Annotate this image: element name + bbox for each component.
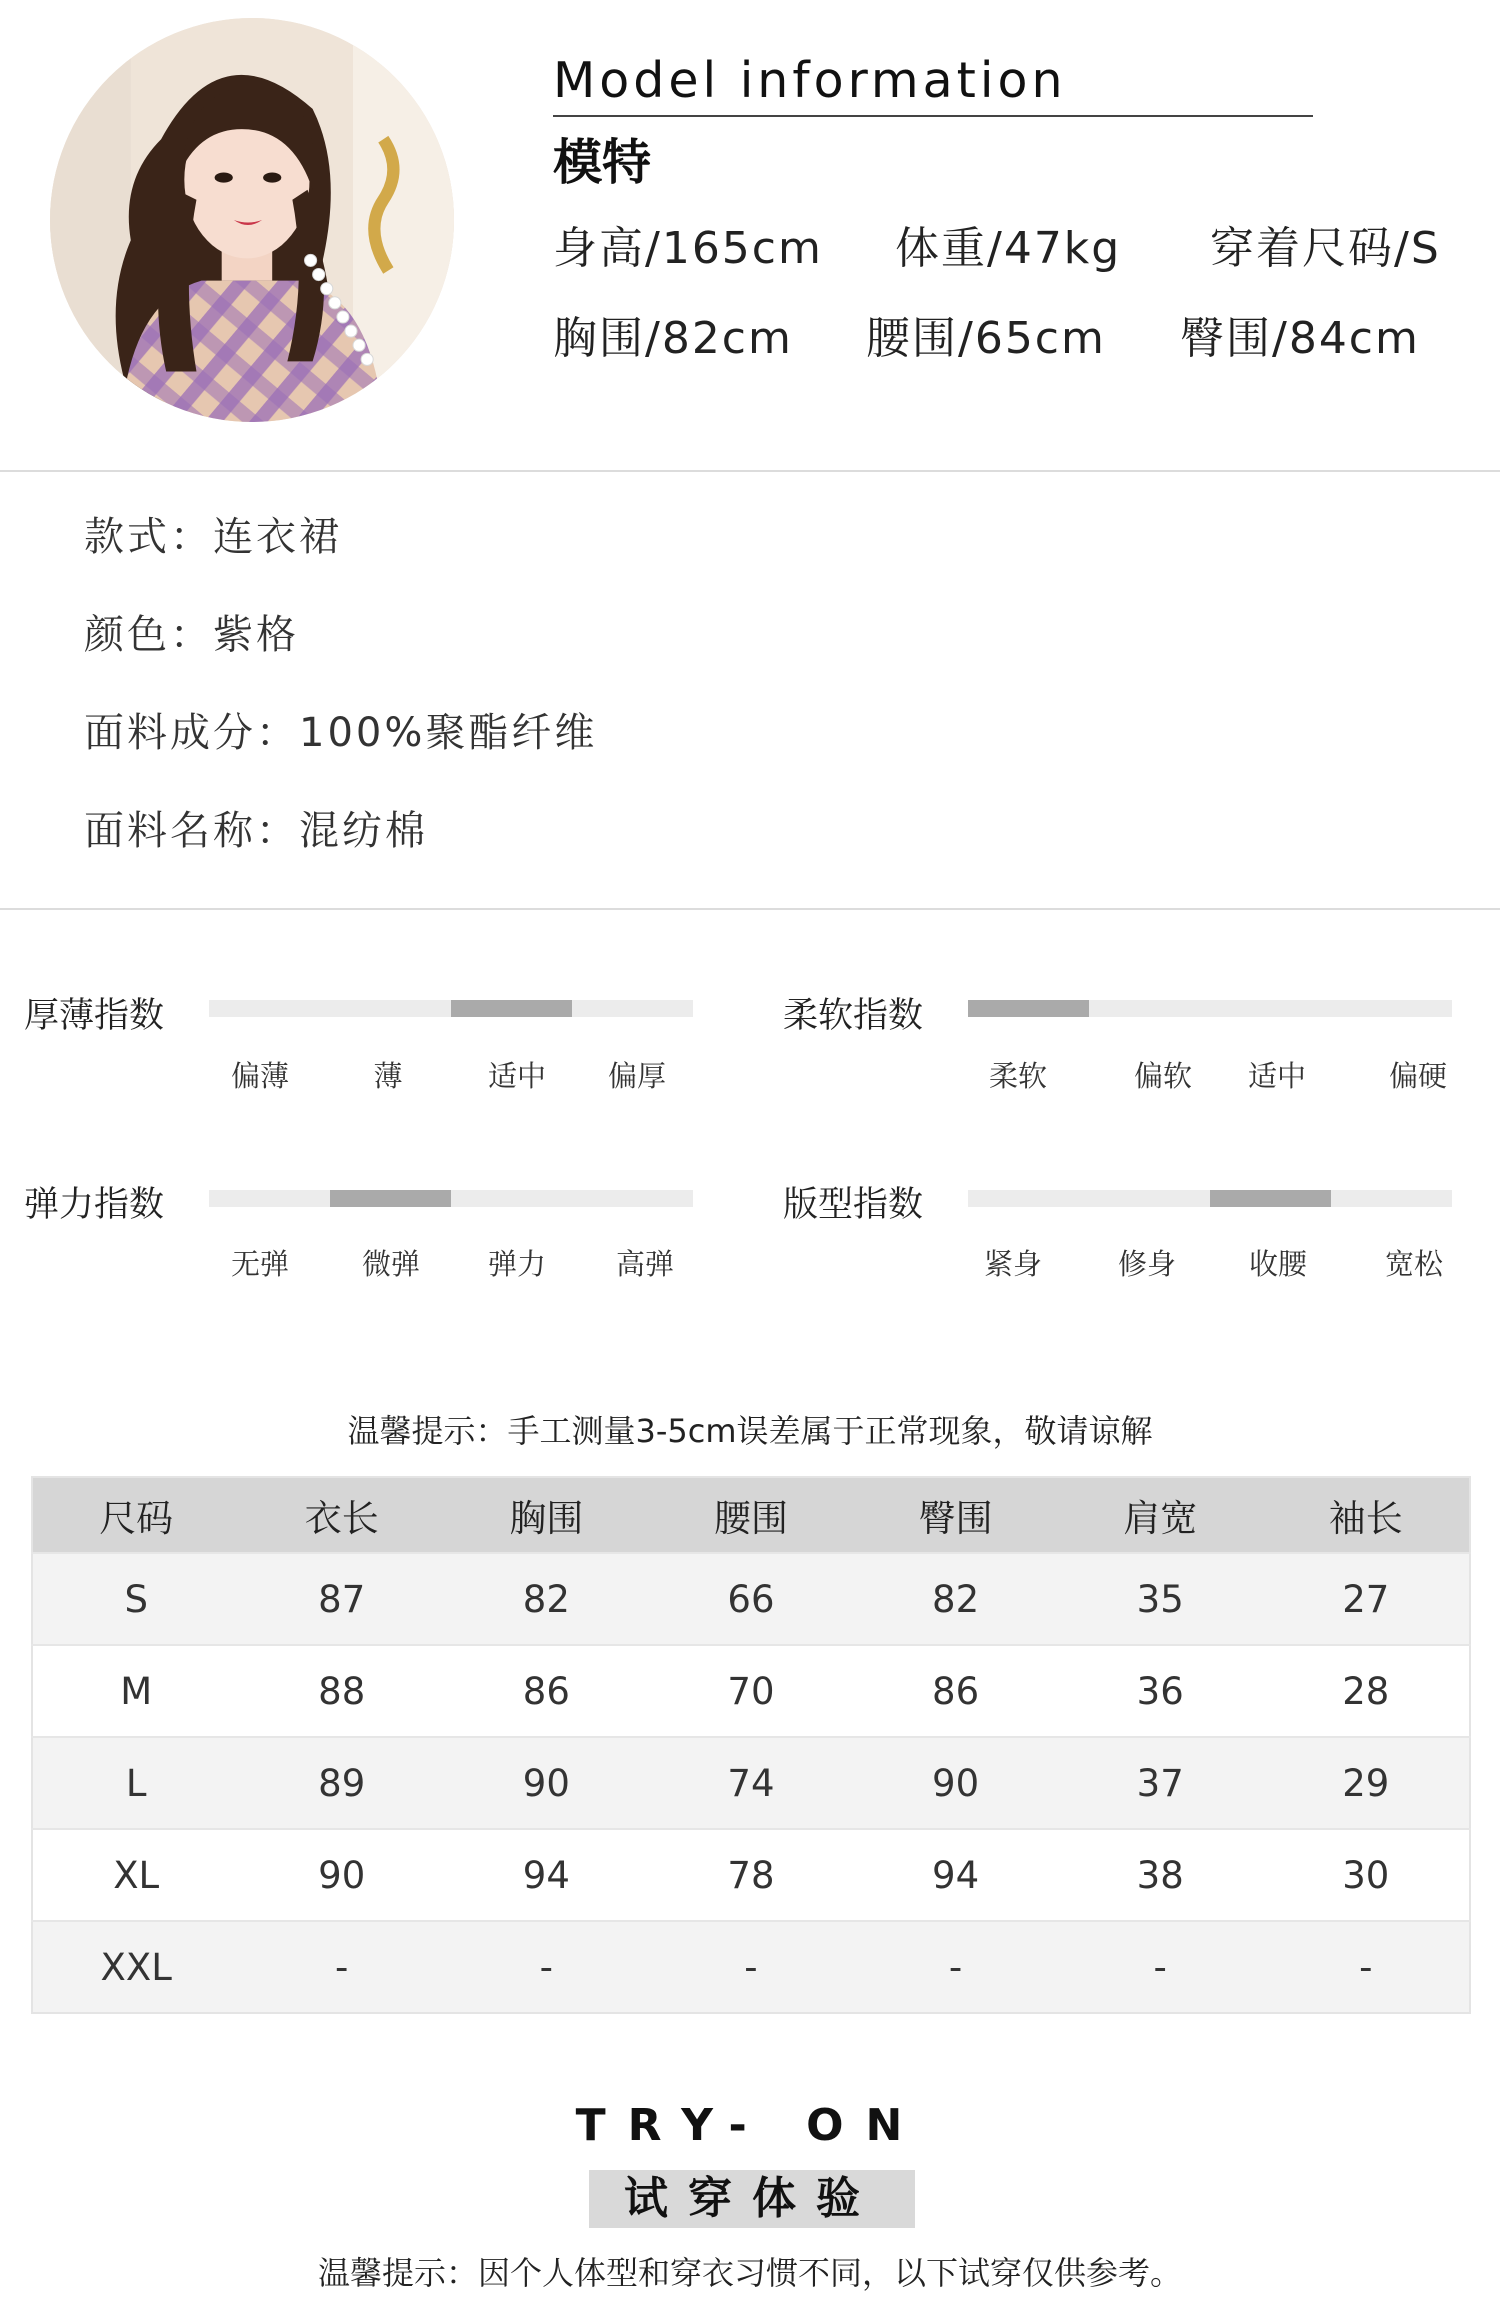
index-label: 厚薄指数 [24,996,165,1036]
index-label: 柔软指数 [783,996,924,1036]
table-cell: 82 [444,1553,649,1645]
table-cell: 86 [444,1645,649,1737]
model-hip: 臀围/84cm [1180,313,1420,364]
table-cell: 90 [444,1737,649,1829]
table-cell: XXL [32,1921,239,2013]
table-row [32,1829,1470,1921]
table-cell: L [32,1737,239,1829]
title-underline [553,115,1313,117]
table-header-cell: 胸围 [444,1477,649,1553]
table-cell: 66 [649,1553,854,1645]
table-cell: S [32,1553,239,1645]
index-track [209,1000,693,1017]
table-cell: - [649,1921,854,2013]
tryon-title: TRY- ON [575,2100,925,2151]
table-row [32,1553,1470,1645]
table-cell: - [1058,1921,1263,2013]
table-cell: 90 [239,1829,444,1921]
index-option: 适中 [1247,1059,1307,1093]
table-header-cell: 臀围 [853,1477,1058,1553]
table-cell: 87 [239,1553,444,1645]
index-track [968,1190,1452,1207]
table-cell: 37 [1058,1737,1263,1829]
attr-composition: 面料成分：100%聚酯纤维 [84,710,598,756]
index-option: 薄 [373,1059,403,1093]
model-height: 身高/165cm [553,223,823,274]
table-header-cell: 袖长 [1263,1477,1470,1553]
table-cell: 74 [649,1737,854,1829]
table-cell: 38 [1058,1829,1263,1921]
index-label: 版型指数 [783,1185,924,1225]
model-info-title: Model information [553,52,1067,109]
table-cell: 30 [1263,1829,1470,1921]
index-option: 偏厚 [607,1059,667,1093]
table-header-cell: 衣长 [239,1477,444,1553]
model-illustration [50,18,454,422]
table-cell: 82 [853,1553,1058,1645]
table-row [32,1645,1470,1737]
tryon-subtitle: 试穿体验 [589,2170,915,2228]
model-bust: 胸围/82cm [553,313,793,364]
table-cell: XL [32,1829,239,1921]
attr-color: 颜色：紫格 [84,612,299,658]
table-cell: M [32,1645,239,1737]
table-cell: 70 [649,1645,854,1737]
table-cell: 27 [1263,1553,1470,1645]
index-fill [968,1000,1089,1017]
index-option: 弹力 [487,1247,547,1281]
table-header-cell: 尺码 [32,1477,239,1553]
table-cell: 28 [1263,1645,1470,1737]
index-fill [1210,1190,1331,1207]
table-cell: - [444,1921,649,2013]
index-option: 紧身 [983,1247,1043,1281]
table-cell: 29 [1263,1737,1470,1829]
model-waist: 腰围/65cm [866,313,1106,364]
index-option: 无弹 [230,1247,290,1281]
index-option: 微弹 [361,1247,421,1281]
index-option: 适中 [487,1059,547,1093]
table-cell: 89 [239,1737,444,1829]
table-cell: - [239,1921,444,2013]
index-track [209,1190,693,1207]
index-option: 收腰 [1248,1247,1308,1281]
table-cell: 94 [444,1829,649,1921]
table-row [32,1921,1470,2013]
tryon-tip: 温馨提示：因个人体型和穿衣习惯不同，以下试穿仅供参考。 [317,2254,1182,2292]
table-cell: - [1263,1921,1470,2013]
index-option: 修身 [1117,1247,1177,1281]
divider [0,908,1500,910]
model-weight: 体重/47kg [895,223,1122,274]
measurement-tip: 温馨提示：手工测量3-5cm误差属于正常现象，敬请谅解 [347,1412,1153,1450]
table-row [32,1737,1470,1829]
index-option: 高弹 [615,1247,675,1281]
index-track [968,1000,1452,1017]
index-option: 偏硬 [1388,1059,1448,1093]
table-cell: - [853,1921,1058,2013]
index-option: 偏软 [1133,1059,1193,1093]
table-cell: 86 [853,1645,1058,1737]
table-cell: 90 [853,1737,1058,1829]
model-info-section [0,0,1500,474]
table-header-row [32,1477,1470,1553]
table-cell: 94 [853,1829,1058,1921]
table-header-cell: 肩宽 [1058,1477,1263,1553]
index-option: 偏薄 [230,1059,290,1093]
table-cell: 36 [1058,1645,1263,1737]
index-option: 柔软 [988,1059,1048,1093]
table-cell: 88 [239,1645,444,1737]
index-fill [330,1190,451,1207]
size-table [31,1476,1471,2014]
index-label: 弹力指数 [24,1185,165,1225]
model-photo [50,18,454,422]
table-cell: 78 [649,1829,854,1921]
attr-fabric-name: 面料名称：混纺棉 [84,808,428,854]
attr-style: 款式：连衣裙 [84,514,342,560]
index-option: 宽松 [1384,1247,1444,1281]
table-header-cell: 腰围 [649,1477,854,1553]
table-cell: 35 [1058,1553,1263,1645]
divider [0,470,1500,472]
index-fill [451,1000,572,1017]
model-size: 穿着尺码/S [1210,223,1441,274]
model-subtitle: 模特 [553,134,652,191]
